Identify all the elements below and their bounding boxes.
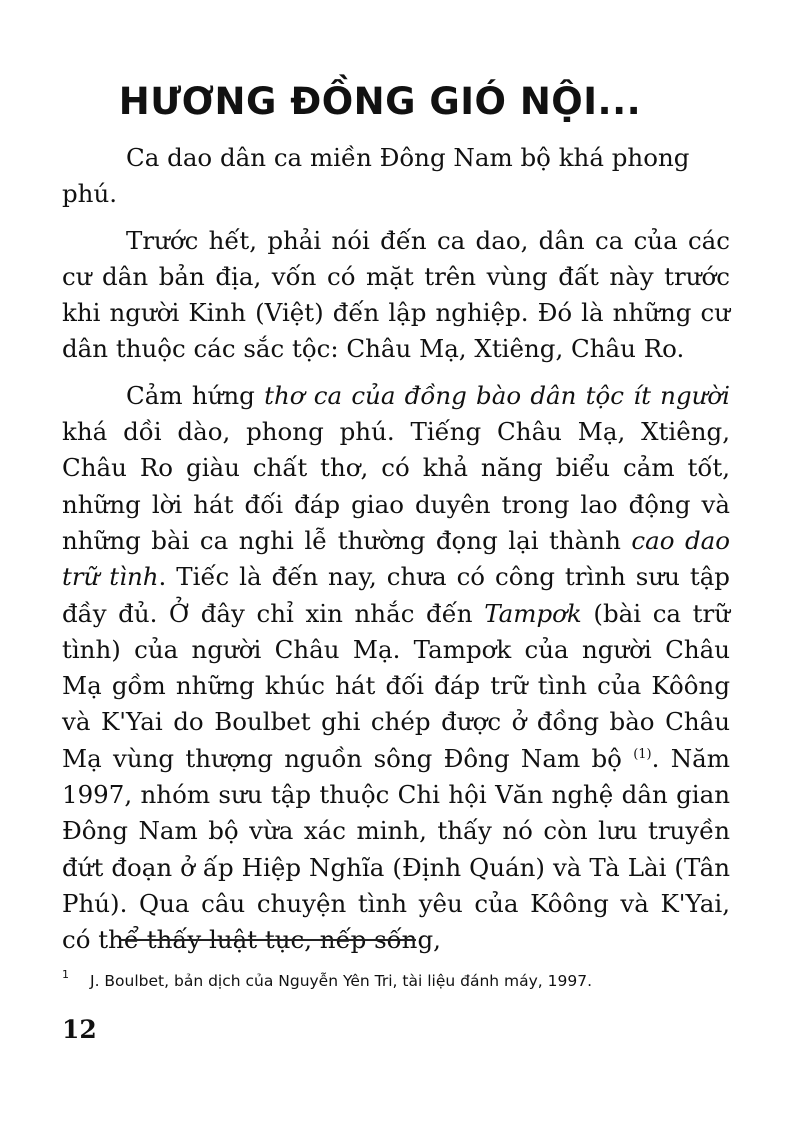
paragraph-3-text-2: khá dồi dào, phong phú. Tiếng Châu Mạ, Xtiêng, Châu Ro giàu chất thơ, có khả năng biểu cảm tốt, những lời hát đối đáp giao duyên trong lao động và những bài ca nghi lễ thường đọng lại thành [62,417,730,555]
paragraph-3 [62,378,730,959]
footnote-reference: (1) [633,746,652,762]
footnote-text: J. Boulbet, bản dịch của Nguyễn Yên Tri, tài liệu đánh máy, 1997. [90,972,593,990]
paragraph-1: Ca dao dân ca miền Đông Nam bộ khá phong phú. [62,143,690,209]
chapter-title: HƯƠNG ĐỒNG GIÓ NỘI... [118,80,642,123]
paragraph-3-text-5: . Năm 1997, nhóm sưu tập thuộc Chi hội Văn nghệ dân gian Đông Nam bộ vừa xác minh, thấy nó còn lưu truyền đứt đoạn ở ấp Hiệp Nghĩa (Định Quán) và Tà Lài (Tân Phú). Qua câu chuyện tình yêu của Kôông và K'Yai, có thể thấy luật tục, nếp sống, [62,743,730,955]
page-number: 12 [62,1015,97,1044]
footnote-divider [120,939,416,941]
italic-term-tampok: Tampơk [484,598,582,628]
italic-phrase-poetry: thơ ca của đồng bào dân tộc ít người [264,380,730,410]
paragraph-2: Trước hết, phải nói đến ca dao, dân ca của các cư dân bản địa, vốn có mặt trên vùng đất này trước khi người Kinh (Việt) đến lập nghiệp. Đó là những cư dân thuộc các sắc tộc: Châu Mạ, Xtiêng, Châu Ro. [62,225,730,364]
paragraph-3-text-4: (bài ca trữ tình) của người Châu Mạ. Tampơk của người Châu Mạ gồm những khúc hát đối đáp trữ tình của Kôông và K'Yai do Boulbet ghi chép được ở đồng bào Châu Mạ vùng thượng nguồn sông Đông Nam bộ [62,598,730,773]
paragraph-3-text-3: . Tiếc là đến nay, chưa có công trình sưu tập đầy đủ. Ở đây chỉ xin nhắc đến [62,562,730,628]
paragraph-3-text-1: Cảm hứng [126,380,265,410]
body-text [62,140,730,959]
italic-phrase-lyric-folk-songs: cao dao trữ tình [62,525,730,592]
footnote-mark: 1 [62,968,69,981]
